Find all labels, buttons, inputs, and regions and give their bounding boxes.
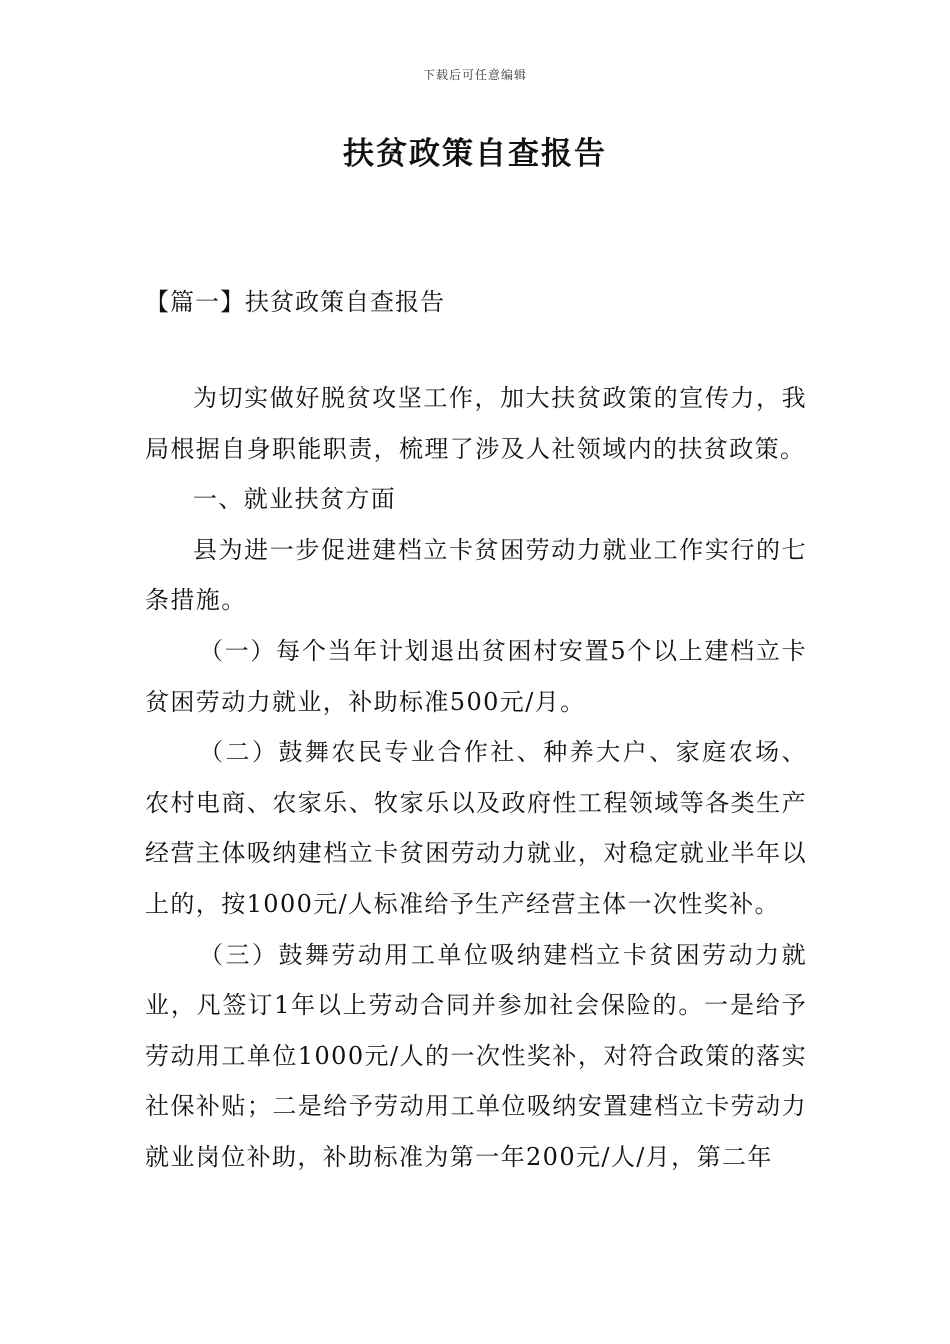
paragraph-subheading-employment: 一、就业扶贫方面 xyxy=(193,485,397,514)
paragraph-seven-measures: 县为进一步促进建档立卡贫困劳动力就业工作实行的七条措施。 xyxy=(145,535,807,615)
header-note: 下载后可任意编辑 xyxy=(422,68,527,82)
paragraph-measure-2: （二）鼓舞农民专业合作社、种养大户、家庭农场、农村电商、农家乐、牧家乐以及政府性工程领域等各类生产经营主体吸纳建档立卡贫困劳动力就业，对稳定就业半年以上的，按1000元/人标准给予生产经营主体一次性奖补。 xyxy=(145,738,807,918)
section-heading: 【篇一】扶贫政策自查报告 xyxy=(145,288,445,316)
paragraph-measure-1: （一）每个当年计划退出贫困村安置5个以上建档立卡贫困劳动力就业，补助标准500元/月。 xyxy=(145,636,807,716)
document-body xyxy=(145,373,807,1183)
document-title: 扶贫政策自查报告 xyxy=(343,136,607,172)
paragraph-measure-3: （三）鼓舞劳动用工单位吸纳建档立卡贫困劳动力就业，凡签订1年以上劳动合同并参加社会保险的。一是给予劳动用工单位1000元/人的一次性奖补，对符合政策的落实社保补贴；二是给予劳动用工单位吸纳安置建档立卡劳动力就业岗位补助，补助标准为第一年200元/人/月，第二年 xyxy=(145,940,807,1171)
paragraph-intro: 为切实做好脱贫攻坚工作，加大扶贫政策的宣传力，我局根据自身职能职责，梳理了涉及人社领域内的扶贫政策。 xyxy=(145,384,807,463)
